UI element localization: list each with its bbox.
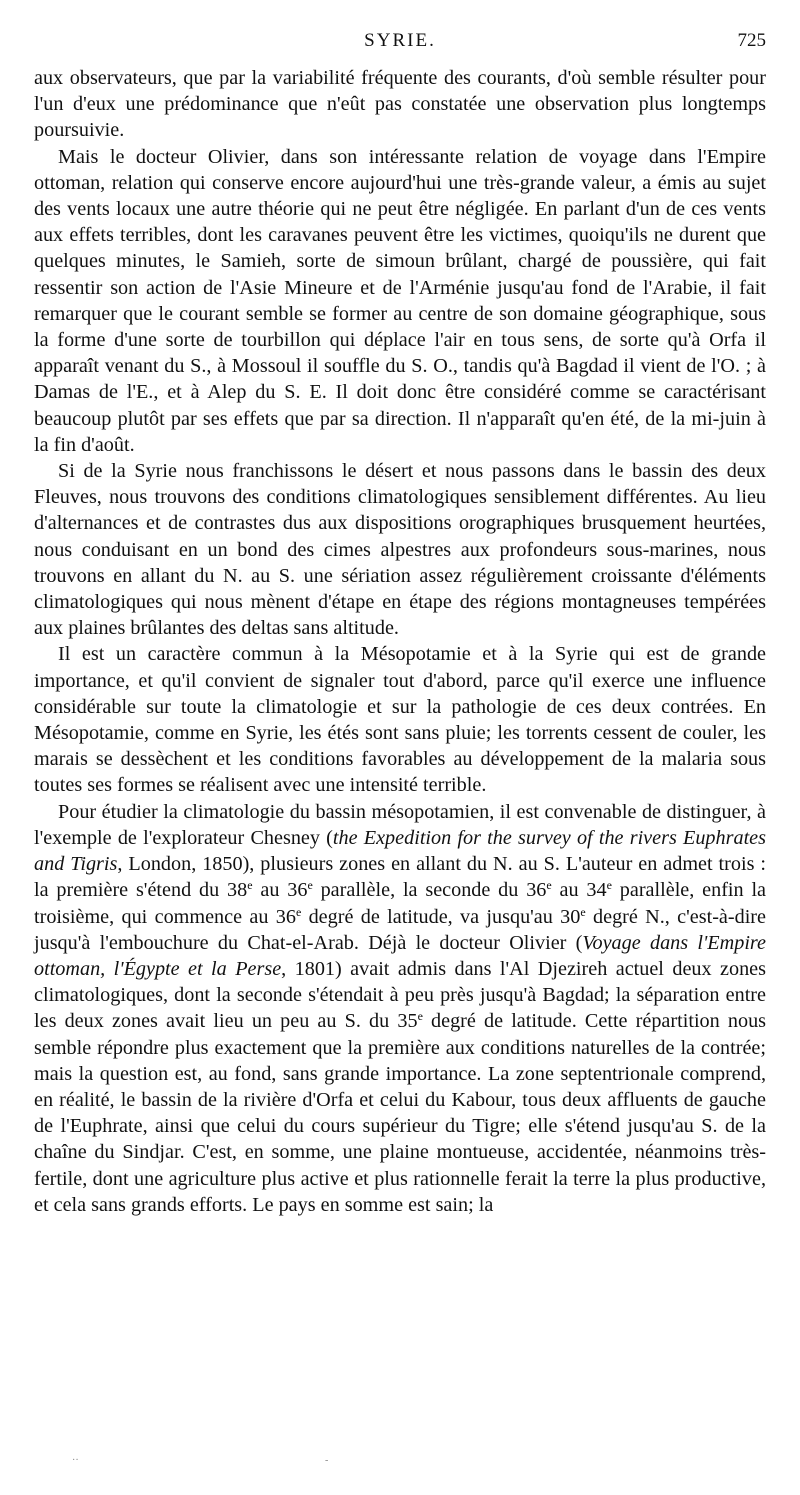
printer-mark: ·· bbox=[72, 1455, 79, 1466]
paragraph bbox=[34, 144, 766, 458]
superscript: e bbox=[247, 878, 253, 893]
superscript: e bbox=[546, 878, 552, 893]
superscript: e bbox=[606, 878, 612, 893]
text-segment: degré de latitude. Cette répartition nous semble répondre plus exactement que la première aux conditions naturelles de la contrée; mais la question est, au fond, sans grande importance. La zone septentrionale comprend, en réalité, le bassin de la rivière d'Orfa et celui du Kabour, tous deux affluents de gauche de l'Euphrate, ainsi que celui du cours supérieur du Tigre; elle s'étend jusqu'au S. de la chaîne du Sindjar. C'est, en somme, une plaine montueuse, accidentée, néanmoins très-fertile, dont une agriculture plus active et plus rationnelle ferait la terre la plus productive, et cela sans grands efforts. Le pays en somme est sain; la bbox=[34, 1010, 767, 1216]
text-segment: Si de la Syrie nous franchissons le désert et nous passons dans le bassin des deux Fleuves, nous trouvons des conditions climatologiques sensiblement différentes. Au lieu d'alternances et de contrastes dus aux dispositions orographiques brusquement heurtées, nous conduisant en un bond des cimes alpestres aux profondeurs sous-marines, nous trouvons en allant du N. au S. une sériation assez régulièrement croissante d'éléments climatologiques qui nous mènent d'étape en étape des régions montagneuses tempérées aux plaines brûlantes des deltas sans altitude. bbox=[34, 460, 766, 640]
italic-title: the Expedition for the survey of the rivers Euphrates and Tigris bbox=[34, 826, 766, 876]
superscript: e bbox=[295, 904, 302, 919]
paragraph bbox=[34, 799, 766, 1218]
body-text bbox=[34, 65, 766, 1218]
text-segment: Il est un caractère commun à la Mésopotamie et à la Syrie qui est de grande importance, et qu'il convient de signaler tout d'abord, parce qu'il exerce une influence considérable sur toute la climatologie et sur la pathologie de ces deux contrées. En Mésopotamie, comme en Syrie, les étés sont sans pluie; les torrents cessent de couler, les marais se dessèchent et les conditions favorables au développement de la malaria sous toutes ses formes se réalisent avec une intensité terrible. bbox=[34, 643, 766, 797]
text-segment: au 36 bbox=[252, 879, 308, 902]
superscript: e bbox=[417, 1009, 423, 1024]
text-segment: degré de latitude, va jusqu'au 30 bbox=[301, 905, 581, 928]
page-header bbox=[34, 30, 766, 60]
text-segment: , London, 1850), plusieurs zones en allant du N. au S. L'auteur en admet trois : la première s'étend du 38 bbox=[34, 853, 767, 902]
footer-marks bbox=[0, 1455, 800, 1467]
text-segment: Mais le docteur Olivier, dans son intéressante relation de voyage dans l'Empire ottoman, relation qui conserve encore aujourd'hui une très-grande valeur, a émis au sujet des vents locaux une autre théorie qui ne peut être négligée. En parlant d'un de ces vents aux effets terribles, dont les caravanes peuvent être les victimes, quoiqu'ils ne durent que quelques minutes, le Samieh, sorte de simoun brûlant, chargé de poussière, qui fait ressentir son action de l'Asie Mineure et de l'Arménie jusqu'au fond de l'Arabie, il fait remarquer que le courant semble se former au centre de son domaine géographique, sous la forme d'une sorte de tourbillon qui déplace l'air en tous sens, de sorte qu'à Orfa il apparaît venant du S., à Mossoul il souffle du S. O., tandis qu'à Bagdad il vient de l'O. ; à Damas de l'E., et à Alep du S. E. Il doit donc être considéré comme se caractérisant beaucoup plutôt par ses effets que par sa direction. Il n'apparaît qu'en été, de la mi-juin à la fin d'août. bbox=[34, 145, 766, 456]
paragraph bbox=[34, 65, 766, 144]
paragraph bbox=[34, 641, 766, 798]
page-number: 725 bbox=[737, 30, 766, 51]
printer-mark: - bbox=[325, 1455, 329, 1466]
text-segment: , 1801) avait admis dans l'Al Djezireh actuel deux zones climatologiques, dont la seconde s'étendait à peu près jusqu'à Bagdad; la séparation entre les deux zones avait lieu un peu au S. du 35 bbox=[34, 957, 766, 1033]
superscript: e bbox=[307, 878, 313, 893]
superscript: e bbox=[580, 904, 586, 919]
text-segment: au 34 bbox=[551, 879, 607, 902]
text-segment: parallèle, la seconde du 36 bbox=[312, 879, 547, 902]
italic-title: Voyage dans l'Empire ottoman, l'Égypte et la Perse bbox=[34, 931, 766, 980]
text-segment: parallèle, enfin la troisième, qui commence au 36 bbox=[34, 879, 767, 928]
running-title: SYRIE. bbox=[364, 30, 436, 51]
text-segment: Pour étudier la climatologie du bassin mésopotamien, il est convenable de distinguer, à l'exemple de l'explorateur Chesney ( bbox=[34, 800, 766, 849]
paragraph bbox=[34, 458, 766, 641]
text-segment: aux observateurs, que par la variabilité fréquente des courants, d'où semble résulter pour l'un d'eux une prédominance que n'eût pas constatée une observation plus longtemps poursuivie. bbox=[34, 67, 766, 142]
text-segment: degré N., c'est-à-dire jusqu'à l'embouchure du Chat-el-Arab. Déjà le docteur Olivier ( bbox=[34, 905, 766, 954]
